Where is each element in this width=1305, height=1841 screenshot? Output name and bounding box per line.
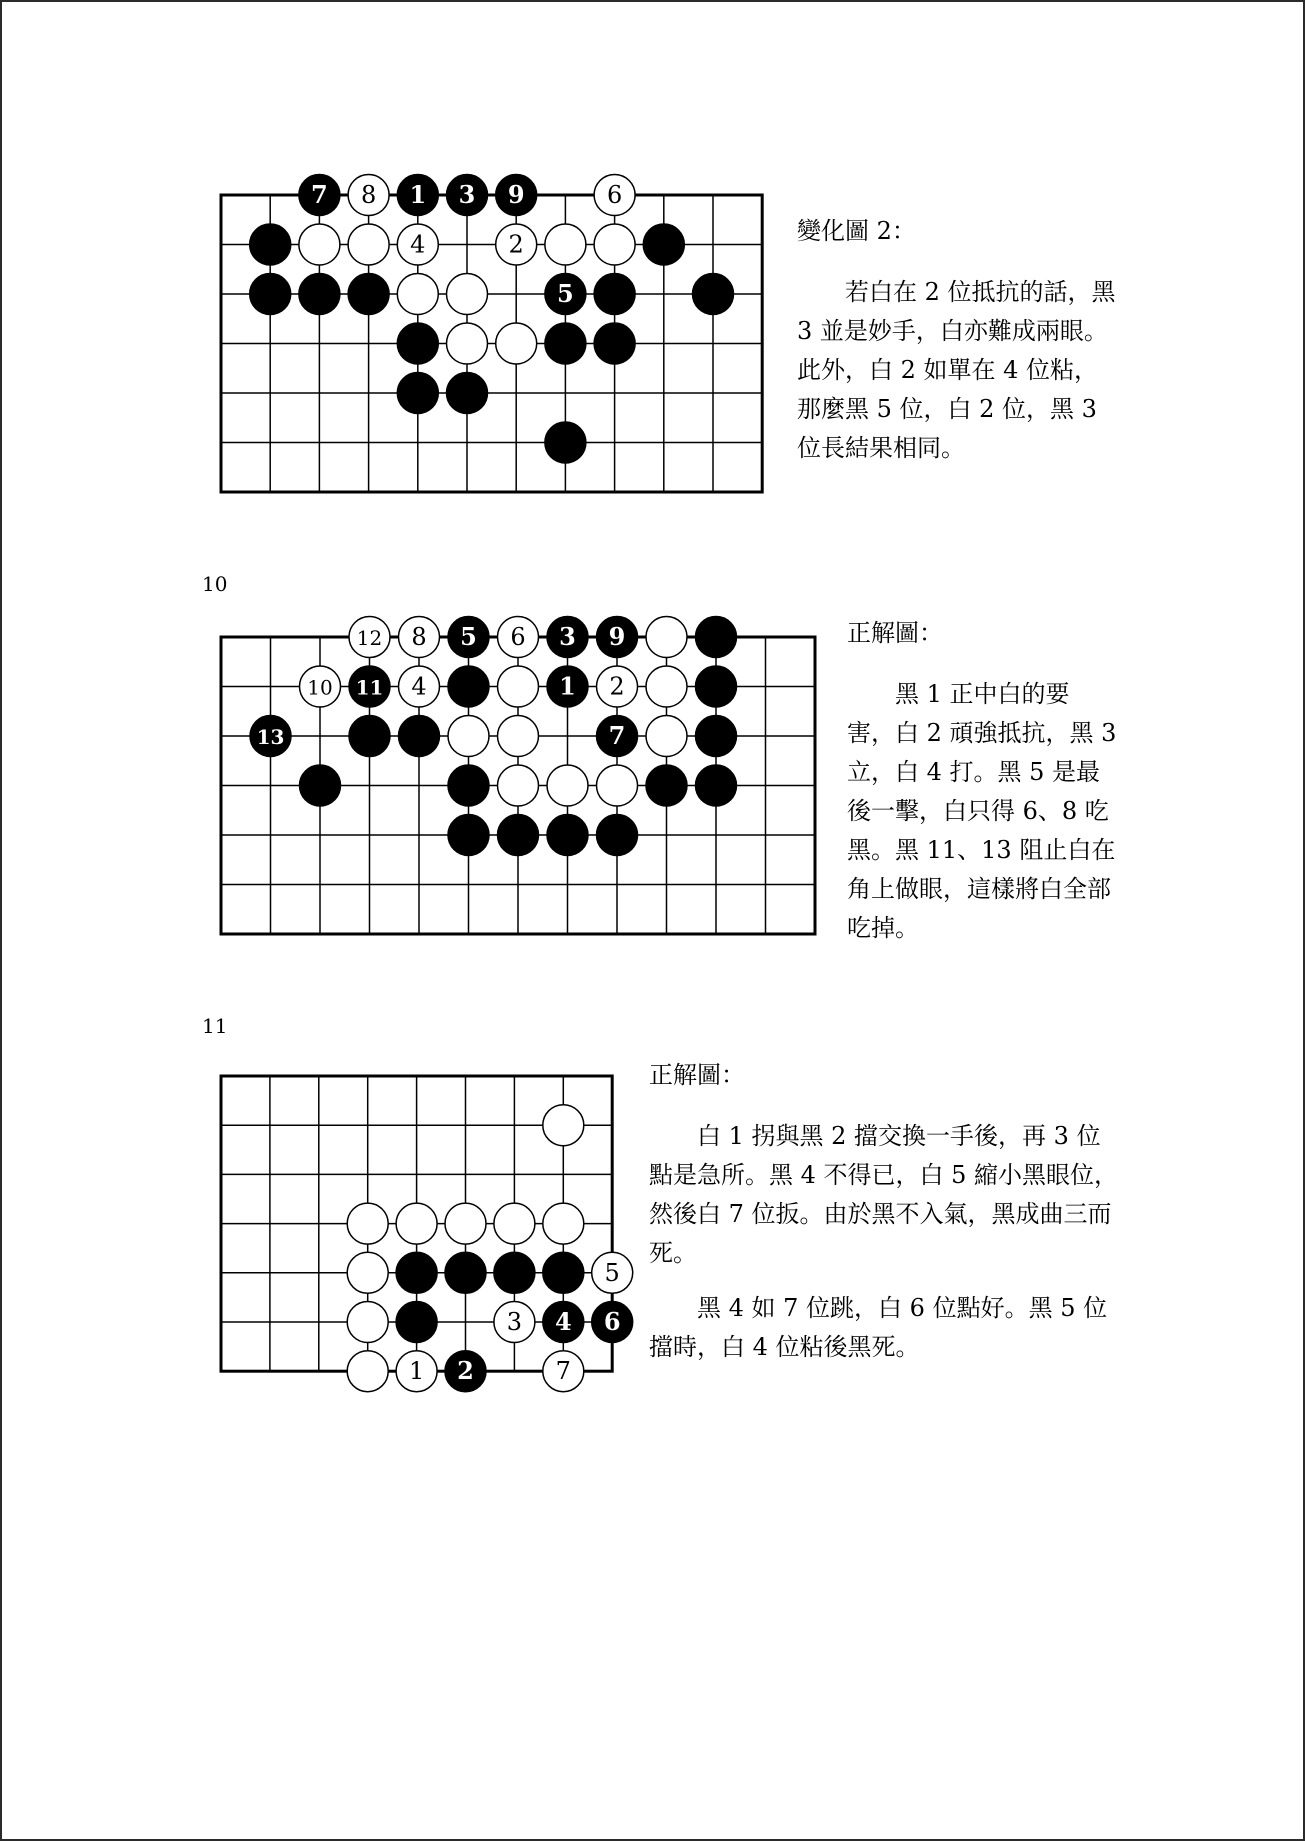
white-stone	[397, 274, 438, 315]
white-stone	[396, 1203, 437, 1244]
diagram-title: 正解圖：	[649, 1061, 745, 1089]
move-number-label: 13	[256, 725, 285, 749]
move-number-label: 9	[507, 180, 525, 209]
black-stone	[396, 1302, 437, 1343]
black-stone	[597, 815, 638, 856]
problem-number-10: 10	[202, 572, 228, 596]
white-stone	[445, 1203, 486, 1244]
white-stone	[545, 224, 586, 265]
black-stone	[646, 765, 687, 806]
white-stone	[543, 1105, 584, 1146]
move-number-label: 4	[410, 230, 426, 259]
white-stone	[594, 224, 635, 265]
black-stone	[299, 274, 340, 315]
black-stone	[696, 716, 737, 757]
diagram-title: 變化圖 2：	[797, 217, 916, 245]
diagram-2-text	[847, 614, 1117, 964]
black-stone	[445, 1252, 486, 1293]
move-number-label: 4	[411, 672, 427, 701]
move-number-label: 5	[460, 622, 477, 651]
move-number-label: 3	[559, 622, 576, 651]
white-stone	[498, 765, 539, 806]
move-number-label: 1	[559, 671, 576, 701]
black-stone	[397, 373, 438, 414]
black-stone	[543, 1252, 584, 1293]
move-number-label: 1	[409, 180, 427, 209]
black-stone	[448, 765, 489, 806]
commentary-paragraph: 若白在 2 位抵抗的話，黑 3 並是妙手，白亦難成兩眼。此外，白 2 如單在 4 位粘，那麼黑 5 位，白 2 位，黑 3 位長結果相同。	[797, 278, 1116, 462]
move-number-label: 12	[356, 626, 383, 650]
black-stone	[696, 666, 737, 707]
white-stone	[646, 617, 687, 658]
white-stone	[494, 1203, 535, 1244]
move-number-label: 11	[355, 675, 384, 700]
black-stone	[348, 274, 389, 315]
move-number-label: 1	[408, 1357, 425, 1386]
white-stone	[543, 1203, 584, 1244]
go-board-variation-2	[202, 165, 802, 505]
commentary-paragraph: 黑 4 如 7 位跳，白 6 位點好。黑 5 位擋時，白 4 位粘後黑死。	[649, 1294, 1108, 1361]
diagram-1-text	[797, 212, 1117, 484]
move-number-label: 8	[411, 623, 427, 651]
black-stone	[643, 224, 684, 265]
white-stone	[347, 1203, 388, 1244]
black-stone	[448, 815, 489, 856]
move-number-label: 4	[554, 1307, 572, 1336]
white-stone	[347, 1351, 388, 1392]
white-stone	[447, 274, 488, 315]
white-stone	[299, 224, 340, 265]
black-stone	[594, 323, 635, 364]
black-stone	[250, 274, 291, 315]
black-stone	[349, 716, 390, 757]
black-stone	[696, 765, 737, 806]
white-stone	[448, 716, 489, 757]
move-number-label: 9	[608, 622, 626, 651]
move-number-label: 2	[457, 1356, 474, 1386]
black-stone	[545, 323, 586, 364]
white-stone	[547, 765, 588, 806]
go-board-problem-11	[202, 1057, 662, 1397]
black-stone	[547, 815, 588, 856]
black-stone	[447, 373, 488, 414]
white-stone	[498, 666, 539, 707]
move-number-label: 6	[606, 181, 623, 209]
black-stone	[396, 1252, 437, 1293]
white-stone	[347, 1252, 388, 1293]
white-stone	[496, 323, 537, 364]
white-stone	[348, 224, 389, 265]
move-number-label: 7	[311, 180, 328, 209]
move-number-label: 7	[555, 1357, 571, 1386]
black-stone	[594, 274, 635, 315]
white-stone	[498, 716, 539, 757]
diagram-3-text	[649, 1056, 1119, 1383]
white-stone	[646, 666, 687, 707]
move-number-label: 2	[609, 672, 625, 701]
black-stone	[693, 274, 734, 315]
white-stone	[347, 1302, 388, 1343]
black-stone	[498, 815, 539, 856]
black-stone	[494, 1252, 535, 1293]
black-stone	[696, 617, 737, 658]
move-number-label: 2	[508, 230, 524, 259]
move-number-label: 8	[360, 181, 377, 209]
white-stone	[646, 716, 687, 757]
problem-number-11: 11	[202, 1014, 228, 1038]
commentary-paragraph: 黑 1 正中白的要害，白 2 頑強抵抗，黑 3 立，白 4 打。黑 5 是最後一擊，白只得 6、8 吃黑。黑 11、13 阻止白在角上做眼，這樣將白全部吃掉。	[847, 680, 1117, 942]
move-number-label: 7	[608, 721, 626, 750]
black-stone	[545, 422, 586, 463]
commentary-paragraph: 白 1 拐與黑 2 擋交換一手後，再 3 位點是急所。黑 4 不得已，白 5 縮小黑眼位，然後白 7 位扳。由於黑不入氣，黑成曲三而死。	[649, 1122, 1119, 1267]
white-stone	[447, 323, 488, 364]
black-stone	[448, 666, 489, 707]
move-number-label: 6	[603, 1307, 621, 1336]
move-number-label: 5	[557, 279, 574, 308]
move-number-label: 10	[307, 675, 333, 700]
go-board-problem-10	[202, 607, 842, 947]
black-stone	[250, 224, 291, 265]
diagram-title: 正解圖：	[847, 619, 943, 647]
white-stone	[597, 765, 638, 806]
black-stone	[300, 765, 341, 806]
move-number-label: 6	[510, 623, 526, 651]
move-number-label: 3	[506, 1308, 523, 1336]
move-number-label: 5	[604, 1258, 620, 1287]
black-stone	[399, 716, 440, 757]
move-number-label: 3	[458, 180, 476, 209]
black-stone	[397, 323, 438, 364]
